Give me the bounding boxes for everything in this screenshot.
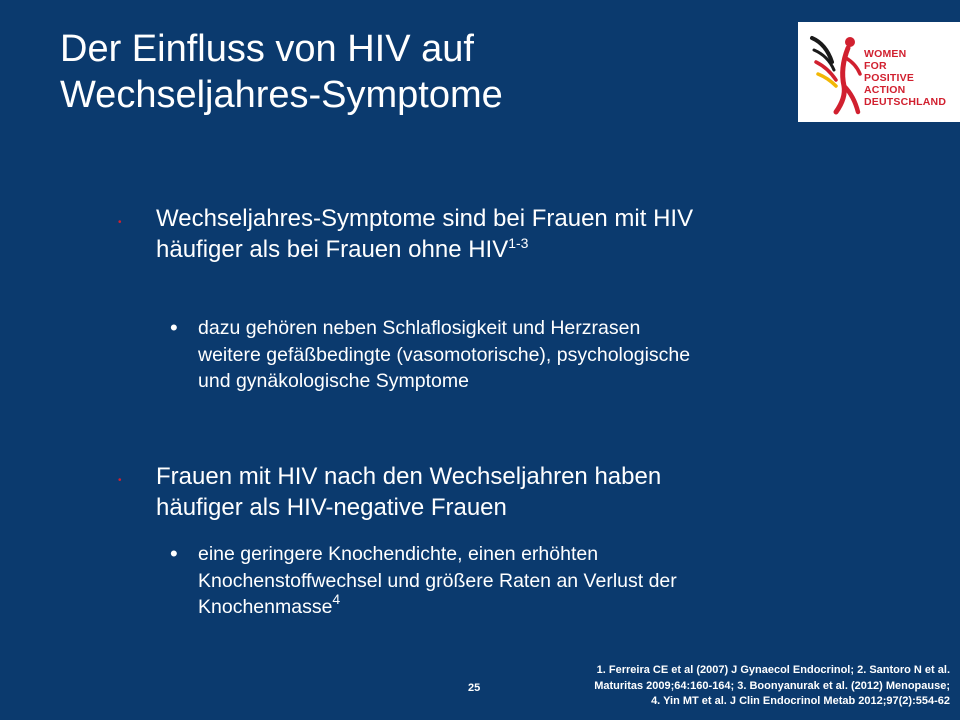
slide-title-line-2: Wechseljahres-Symptome — [60, 74, 503, 116]
reference-line: 1. Ferreira CE et al (2007) J Gynaecol Endocrinol; 2. Santoro N et al. — [596, 664, 950, 676]
logo-wordmark — [864, 48, 946, 108]
logo-line: DEUTSCHLAND — [864, 96, 947, 108]
logo-line: WOMEN — [864, 48, 907, 60]
page-number: 25 — [468, 682, 481, 694]
bullet-line-text: häufiger als bei Frauen ohne HIV — [156, 236, 509, 263]
logo-line: ACTION — [864, 84, 906, 96]
bullet-marker: • — [118, 217, 122, 228]
reference-line: 4. Yin MT et al. J Clin Endocrinol Metab 2012;97(2):554-62 — [651, 695, 950, 707]
reference-line: Maturitas 2009;64:160-164; 3. Boonyanurak et al. (2012) Menopause; — [594, 679, 950, 692]
logo-line: POSITIVE — [864, 72, 915, 84]
citation-superscript: 1-3 — [508, 235, 529, 251]
wfpa-logo — [798, 22, 960, 122]
running-woman-logo-icon — [806, 28, 864, 118]
bullet-main-1-text — [156, 203, 876, 265]
bullet-line: Wechseljahres-Symptome sind bei Frauen mit HIV — [156, 205, 694, 232]
bullet-marker: • — [170, 315, 178, 340]
bullet-line — [198, 591, 898, 621]
bullet-line: eine geringere Knochendichte, einen erhöhten — [198, 543, 599, 565]
bullet-line-text: Knochenmasse — [198, 596, 333, 618]
bullet-sub-1-text — [198, 315, 898, 395]
bullet-line: Frauen mit HIV nach den Wechseljahren haben — [156, 463, 662, 490]
citation-superscript: 4 — [332, 591, 341, 607]
bullet-line: häufiger als HIV-negative Frauen — [156, 494, 507, 521]
bullet-line: Knochenstoffwechsel und größere Raten an Verlust der — [198, 569, 677, 592]
bullet-line: weitere gefäßbedingte (vasomotorische), psychologische — [198, 343, 691, 366]
bullet-marker: • — [170, 541, 178, 566]
bullet-line — [156, 234, 876, 265]
bullet-sub-2-text — [198, 541, 898, 621]
slide-title — [60, 26, 760, 118]
bullet-marker: • — [118, 475, 122, 486]
logo-line: FOR — [864, 60, 887, 72]
bullet-main-2-text — [156, 461, 876, 523]
bullet-line: dazu gehören neben Schlaflosigkeit und Herzrasen — [198, 317, 641, 339]
references — [530, 663, 950, 710]
bullet-line: und gynäkologische Symptome — [198, 370, 469, 392]
slide-title-line-1: Der Einfluss von HIV auf — [60, 28, 474, 70]
